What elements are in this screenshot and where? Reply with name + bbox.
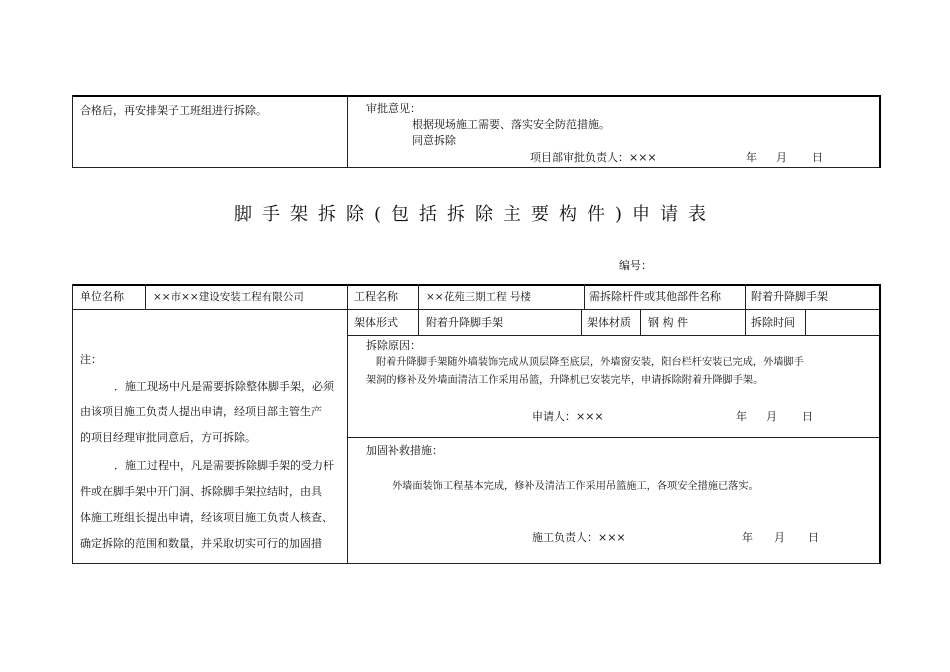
approval-line-1: 根据现场施工需要、落实安全防范措施。: [412, 118, 610, 131]
reason-date-month: 月: [766, 410, 777, 423]
notes-line-7: 确定拆除的范围和数量，并采取切实可行的加固措: [80, 537, 322, 550]
serial-number-label: 编号：: [619, 259, 652, 272]
form-col-parts-value-divider: [745, 284, 746, 336]
top-table-right-border: [879, 95, 881, 168]
unit-value: ××市××建设安装工程有限公司: [153, 291, 304, 303]
top-table-bottom-border: [72, 167, 880, 168]
top-table-divider: [347, 95, 348, 168]
reinforce-label: 加固补救措施：: [366, 444, 443, 457]
notes-line-6: 体施工班组长提出申请，经该项目施工负责人核查、: [80, 511, 333, 524]
removal-time-label: 拆除时间: [751, 316, 795, 329]
notes-line-3: 的项目经理审批同意后，方可拆除。: [80, 431, 256, 444]
project-label: 工程名称: [354, 290, 398, 303]
form-col-parts-divider: [584, 284, 585, 310]
notes-line-1: ．施工现场中凡是需要拆除整体脚手架，必须: [114, 380, 334, 393]
reinforce-text: 外墙面装饰工程基本完成，修补及清洁工作采用吊篮施工，各项安全措施已落实。: [392, 481, 759, 492]
form-bottom-border: [72, 563, 880, 564]
reinforce-date-day: 日: [808, 531, 819, 544]
form-col-material-label-divider: [581, 309, 582, 336]
frame-form-value: 附着升降脚手架: [426, 316, 503, 329]
top-table-top-border: [72, 95, 880, 97]
approval-label: 审批意见：: [366, 102, 421, 115]
notes-line-2: 由该项目施工负责人提出申请，经项目部主管生产: [80, 405, 322, 418]
reason-date-day: 日: [802, 410, 813, 423]
form-col-time-divider: [805, 309, 806, 336]
frame-material-label: 架体材质: [587, 316, 631, 329]
frame-material-value: 钢 构 件: [648, 316, 688, 329]
approval-line-2: 同意拆除: [412, 134, 456, 147]
form-main-divider: [347, 284, 348, 564]
reason-line-1: 附着升降脚手架随外墙装饰完成从顶层降至底层，外墙窗安装，阳台栏杆安装已完成，外墙脚手: [376, 357, 804, 368]
applicant-label: 申请人：×××: [532, 410, 604, 423]
top-left-text: 合格后，再安排架子工班组进行拆除。: [80, 104, 267, 117]
form-reason-bottom: [347, 437, 880, 438]
parts-value: 附着升降脚手架: [751, 290, 828, 303]
form-col-project-divider: [418, 284, 419, 336]
form-top-border: [72, 284, 880, 286]
project-value: ××花苑三期工程 号楼: [426, 291, 531, 303]
notes-label: 注：: [80, 353, 102, 366]
reason-label: 拆除原因：: [366, 339, 421, 352]
parts-label: 需拆除杆件或其他部件名称: [589, 290, 721, 303]
approval-date-day: 日: [812, 151, 823, 164]
top-table-left-border: [72, 95, 73, 168]
form-row2-bottom: [347, 335, 880, 336]
frame-form-label: 架体形式: [354, 316, 398, 329]
form-col-unit-divider: [145, 284, 146, 310]
form-row1-bottom: [72, 309, 880, 310]
reinforce-date-month: 月: [774, 531, 785, 544]
reinforce-date-year: 年: [742, 531, 753, 544]
approver-label: 项目部审批负责人：×××: [530, 151, 657, 164]
notes-line-5: 件或在脚手架中开门洞、拆除脚手架拉结时，由具: [80, 485, 322, 498]
form-col-material-divider: [640, 309, 641, 336]
form-right-border: [879, 284, 881, 564]
reason-line-2: 架洞的修补及外墙面清洁工作采用吊篮，升降机已安装完毕，申请拆除附着升降脚手架。: [366, 375, 764, 386]
page-title: 脚手架拆除(包括拆除主要构件)申请表: [233, 204, 717, 225]
approval-date-year: 年: [746, 151, 757, 164]
notes-line-4: ．施工过程中，凡是需要拆除脚手架的受力杆: [114, 459, 334, 472]
construction-lead-label: 施工负责人：×××: [532, 531, 626, 544]
reason-date-year: 年: [736, 410, 747, 423]
form-left-border: [72, 284, 73, 564]
approval-date-month: 月: [776, 151, 787, 164]
unit-label: 单位名称: [80, 290, 124, 303]
